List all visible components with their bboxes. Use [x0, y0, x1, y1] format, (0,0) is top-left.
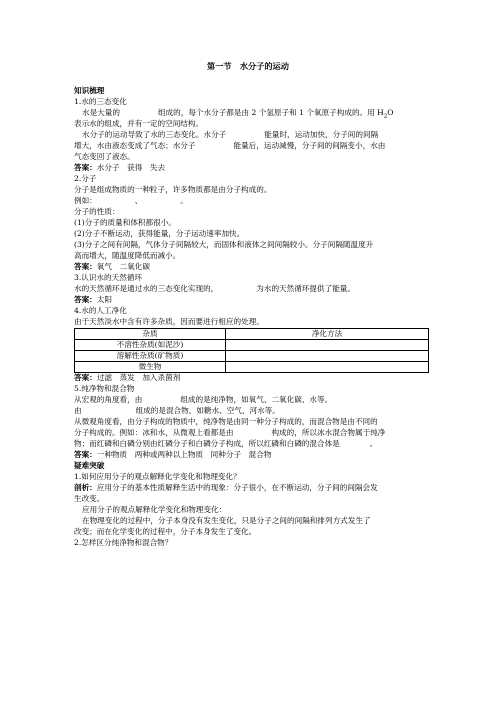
paragraph-line: 分子构成的。例如：冰和水，从微观上看都是由 构成的，所以冰水混合物属于纯净: [74, 428, 386, 437]
analysis-line: 剖析：应用分子的基本性质解释生活中的现象：分子很小，在不断运动，分子间的间隔会发: [74, 483, 378, 492]
paragraph-line: 生改变。: [74, 494, 105, 503]
item-heading: 4.水的人工净化: [74, 306, 127, 315]
answer-line: 答案：氧气 二氧化碳: [74, 262, 150, 271]
table-row: [75, 351, 429, 362]
answer-line: 答案：水分子 获得 失去: [74, 163, 166, 172]
paragraph-line: 增大，水由液态变成了气态；水分子 能量后，运动减慢，分子间的间隔变小，水由: [74, 141, 386, 150]
paragraph-line: 由于天然淡水中含有许多杂质，因而要进行相应的处理。: [74, 317, 264, 326]
item-heading: 2.分子: [74, 174, 97, 183]
question-line: 1.如何应用分子的观点解释化学变化和物理变化？: [74, 472, 241, 481]
table-header-cell: 杂质: [75, 329, 226, 340]
page-title: 第一节 水分子的运动: [207, 61, 289, 71]
paragraph-line: 例如： 、 。: [74, 196, 188, 205]
paragraph-line: 由 组成的是混合物，如糖水、空气、河水等。: [74, 406, 280, 415]
paragraph-line: 物；而红磷和白磷分别由红磷分子和白磷分子构成，所以红磷和白磷的混合体是 。: [74, 439, 378, 448]
table-cell: [226, 351, 429, 362]
paragraph-line: (2)分子不断运动，获得能量，分子运动速率加快。: [74, 229, 245, 238]
paragraph-line: 从宏观的角度看，由 组成的是纯净物，如氧气、二氧化碳、水等。: [74, 395, 333, 404]
answer-line: 答案：一种物质 两种或两种以上物质 同种分子 混合物: [74, 450, 272, 459]
table-row: [75, 362, 429, 373]
paragraph-line: 表示水的组成，并有一定的空间结构。: [74, 119, 204, 128]
paragraph-line: 高而增大，随温度降低而减小。: [74, 251, 181, 260]
table-cell: 不溶性杂质(如泥沙): [75, 340, 226, 351]
paragraph-line: 应用分子的观点解释化学变化和物理变化：: [82, 505, 227, 514]
item-heading: 3.认识水的天然循环: [74, 273, 142, 282]
table-header-cell: 净化方法: [226, 329, 429, 340]
answer-line: 答案：太阳: [74, 295, 112, 304]
paragraph-line: 从微观角度看，由分子构成的物质中，纯净物是由同一种分子构成的，而混合物是由不同的: [74, 417, 378, 426]
item-heading: 5.纯净物和混合物: [74, 384, 135, 393]
section-heading-difficulties: 疑难突破: [74, 461, 105, 470]
paragraph-line: (3)分子之间有间隔，气体分子间隔较大，而固体和液体之间间隔较小。分子间隔随温度升: [74, 240, 374, 249]
paragraph-line: 水的天然循环是通过水的三态变化实现的， 为水的天然循环提供了能量。: [74, 284, 355, 293]
question-line: 2.怎样区分纯净物和混合物？: [74, 538, 173, 547]
table-cell: [226, 362, 429, 373]
item-heading: 1.水的三态变化: [74, 97, 127, 106]
table-row: [75, 340, 429, 351]
paragraph-line: 分子是组成物质的一种粒子，许多物质都是由分子构成的。: [74, 185, 272, 194]
paragraph-line: 水分子的运动导致了水的三态变化。水分子 能量时，运动加快，分子间的间隔: [82, 130, 379, 139]
paragraph-line: 在物理变化的过程中，分子本身没有发生变化，只是分子之间的间隔和排列方式发生了: [82, 516, 371, 525]
section-heading-knowledge: 知识梳理: [74, 86, 105, 95]
paragraph-line: 改变；而在化学变化的过程中，分子本身发生了变化。: [74, 527, 257, 536]
table-cell: 微生物: [75, 362, 226, 373]
paragraph-line: 水是大量的 组成的，每个水分子都是由 2 个氢原子和 1 个氧原子构成的。用 $H_2O$: [82, 108, 394, 120]
paragraph-line: 气态变回了液态。: [74, 152, 135, 161]
table-header-row: [75, 329, 429, 340]
paragraph-line: 分子的性质：: [74, 207, 120, 216]
purification-table: [74, 328, 429, 373]
answer-line: 答案：过滤 蒸发 加入杀菌剂: [74, 373, 181, 382]
table-cell: [226, 340, 429, 351]
table-cell: 溶解性杂质(矿物质): [75, 351, 226, 362]
paragraph-line: (1)分子的质量和体积都很小。: [74, 218, 176, 227]
